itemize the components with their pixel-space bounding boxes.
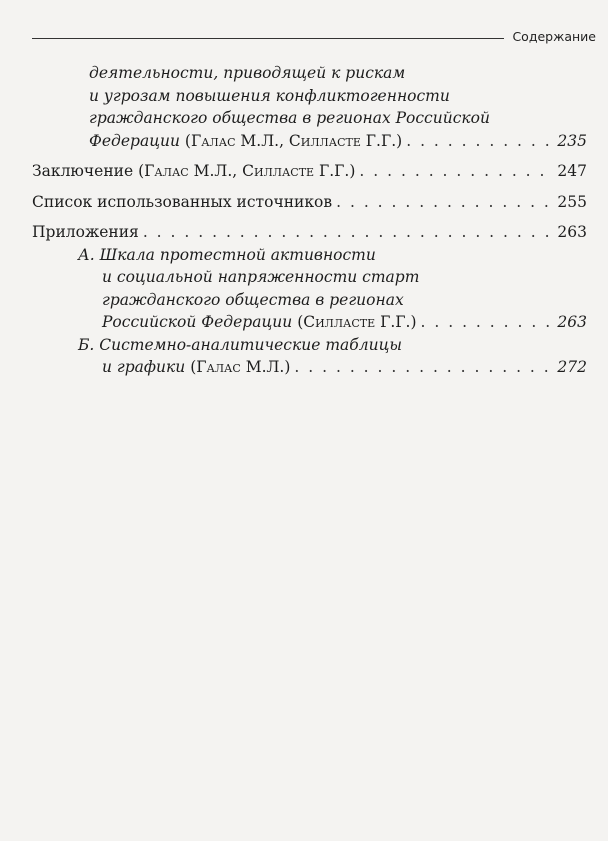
leader-dots [336,191,549,214]
header-title: Содержание [512,29,596,44]
toc-entry-authors: (Силласте Г.Г.) [297,313,417,331]
toc-entry-risks[interactable] [32,62,587,152]
toc-entry-line: Б. Системно-аналитические таблицы [78,335,403,354]
leader-dots [406,130,549,153]
header-rule [32,38,504,39]
toc-entry-appendices[interactable] [32,221,587,244]
toc-entry-line: гражданского общества в регионах [102,290,404,309]
toc-entry-last-line [78,311,587,334]
toc-entry-last-line [89,130,587,153]
toc-page-number: 272 [557,358,587,376]
toc-entry-appendix-b[interactable] [32,334,587,379]
toc-entry-text: и графики [102,358,186,376]
toc-entry-line: и угрозам повышения конфликтогенности [89,86,450,105]
toc-entry-line: А. Шкала протестной активности [78,245,376,264]
toc-entry-authors: (Галас М.Л., Силласте Г.Г.) [138,162,356,180]
toc-page-number: 263 [557,223,587,241]
toc-entry-last-line [32,160,587,183]
toc-entry-last-line [32,221,587,244]
toc-entry-text: Федерации [89,131,180,150]
toc-entry-appendix-a[interactable] [32,244,587,334]
toc-entry-line: и социальной напряженности старт [102,268,420,286]
leader-dots [294,356,549,379]
leader-dots [359,160,549,183]
toc-entry-authors: (Галас М.Л., Силласте Г.Г.) [184,131,403,150]
toc-page-number: 255 [557,192,587,211]
toc-entry-text: Российской Федерации [102,313,293,331]
table-of-contents [32,62,587,379]
leader-dots [143,221,549,244]
toc-entry-last-line [78,356,587,379]
toc-entry-text: Список использованных источников [32,192,333,211]
toc-page-number: 235 [557,131,587,150]
page-header [0,26,608,46]
toc-entry-authors: (Галас М.Л.) [190,358,291,376]
toc-entry-conclusion[interactable] [32,160,587,183]
toc-entry-last-line [32,191,587,214]
toc-entry-line: деятельности, приводящей к рискам [89,64,406,82]
toc-page-number: 263 [557,313,587,331]
leader-dots [421,311,549,334]
toc-entry-text: Заключение [32,162,134,180]
toc-entry-sources[interactable] [32,191,587,214]
toc-page-number: 247 [557,162,587,180]
toc-entry-text: Приложения [32,223,139,241]
toc-entry-line: гражданского общества в регионах Российской [89,109,490,127]
